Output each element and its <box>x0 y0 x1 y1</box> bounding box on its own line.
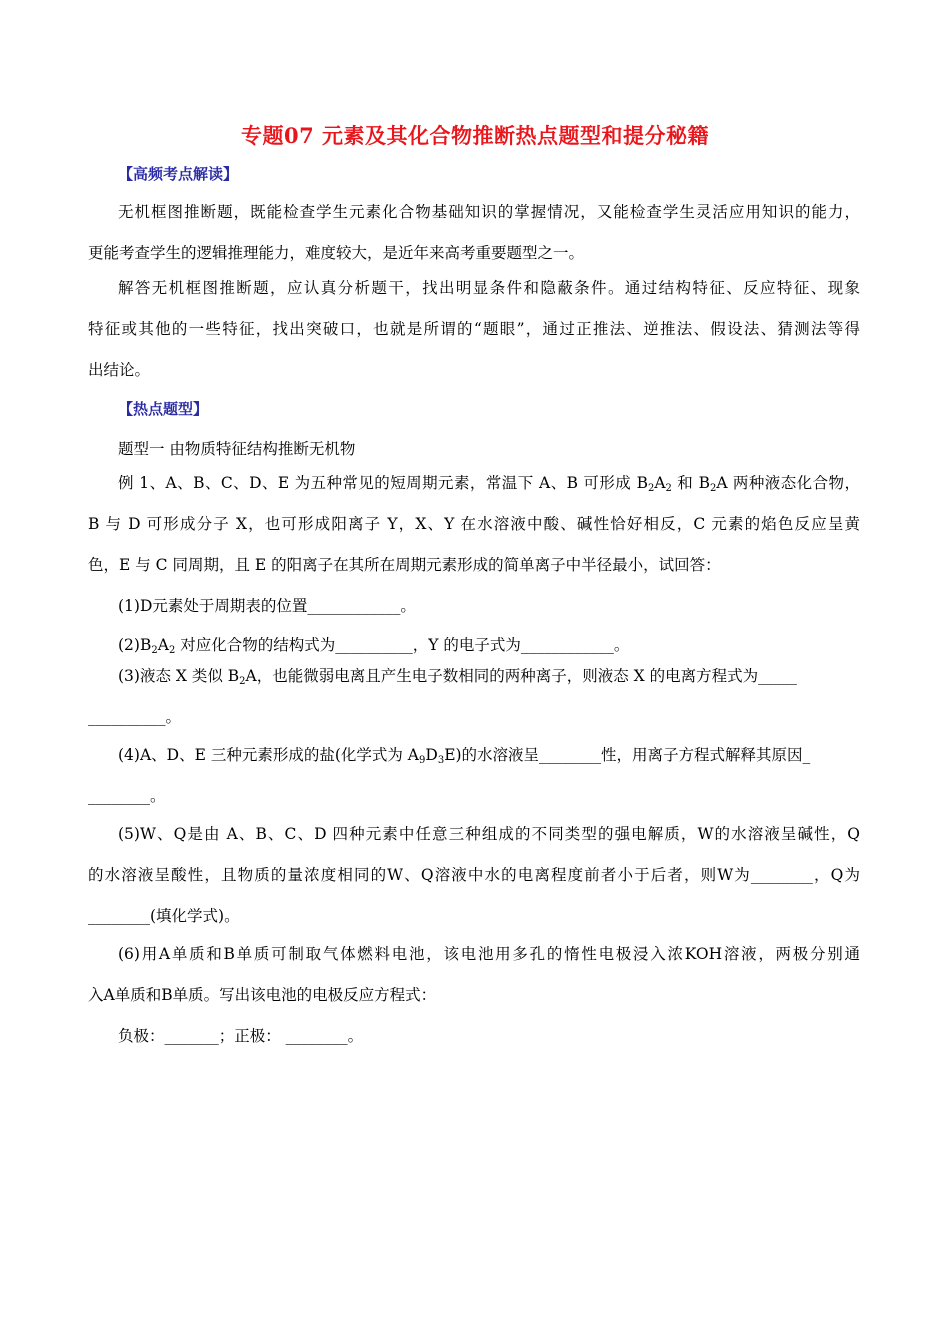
question-1: (1)D元素处于周期表的位置____________。 <box>118 597 416 615</box>
text-line: (4)A、D、E 三种元素形成的盐(化学式为 $A_9D_3E$)的水溶液呈________性，用离子方程式解释其原因_ <box>118 746 811 766</box>
text-line: ________(填化学式)。 <box>88 907 240 925</box>
question-3 <box>88 656 860 738</box>
text-line: (5)W、Q是由 A、B、C、D 四种元素中任意三种组成的不同类型的强电解质，W的水溶液呈碱性，Q <box>118 825 860 843</box>
text-line: __________。 <box>88 708 182 726</box>
section-heading-gaopin: 【高频考点解读】 <box>118 165 239 183</box>
intro-paragraph-2 <box>88 268 860 391</box>
document-title: 专题07 元素及其化合物推断热点题型和提分秘籍 <box>240 123 710 148</box>
text-line: 出结论。 <box>88 361 151 379</box>
question-4 <box>88 735 860 817</box>
text-line: ________。 <box>88 787 166 805</box>
text-line: 例 1、A、B、C、D、E 为五种常见的短周期元素，常温下 A、B 可形成 $B_2A_2$ 和 $B_2A$ 两种液态化合物， <box>118 474 860 494</box>
topic-heading: 题型一 由物质特征结构推断无机物 <box>118 440 356 458</box>
text-line: B 与 D 可形成分子 X，也可形成阳离子 Y，X、Y 在水溶液中酸、碱性恰好相反，C 元素的焰色反应呈黄 <box>88 515 860 533</box>
text-line: 负极：_______；正极： ________。 <box>118 1027 364 1045</box>
question-5 <box>88 814 860 937</box>
text-line: 特征或其他的一些特征，找出突破口，也就是所谓的“题眼”，通过正推法、逆推法、假设法、猜测法等得 <box>88 320 860 338</box>
section-heading-redian: 【热点题型】 <box>118 400 209 418</box>
text-line: 色，E 与 C 同周期，且 E 的阳离子在其所在周期元素形成的简单离子中半径最小，试回答： <box>88 556 721 574</box>
text-line: 更能考查学生的逻辑推理能力，难度较大，是近年来高考重要题型之一。 <box>88 244 585 262</box>
example-paragraph <box>88 463 860 586</box>
text-line: 无机框图推断题，既能检查学生元素化合物基础知识的掌握情况，又能检查学生灵活应用知识的能力， <box>118 203 860 221</box>
text-line: 的水溶液呈酸性，且物质的量浓度相同的W、Q溶液中水的电离程度前者小于后者，则W为________，Q为 <box>88 866 860 884</box>
question-6 <box>88 934 860 1057</box>
text-line: (3)液态 X 类似 $B_2A$，也能微弱电离且产生电子数相同的两种离子，则液态 X 的电离方程式为_____ <box>118 667 797 687</box>
text-line: 入A单质和B单质。写出该电池的电极反应方程式： <box>88 986 437 1004</box>
intro-paragraph-1 <box>88 192 860 274</box>
question-2: $(2)B_2A_2$ 对应化合物的结构式为__________，Y 的电子式为____________。 <box>118 636 630 656</box>
text-line: 解答无机框图推断题，应认真分析题干，找出明显条件和隐蔽条件。通过结构特征、反应特征、现象 <box>118 279 860 297</box>
text-line: (6)用A单质和B单质可制取气体燃料电池，该电池用多孔的惰性电极浸入浓KOH溶液，两极分别通 <box>118 945 860 963</box>
